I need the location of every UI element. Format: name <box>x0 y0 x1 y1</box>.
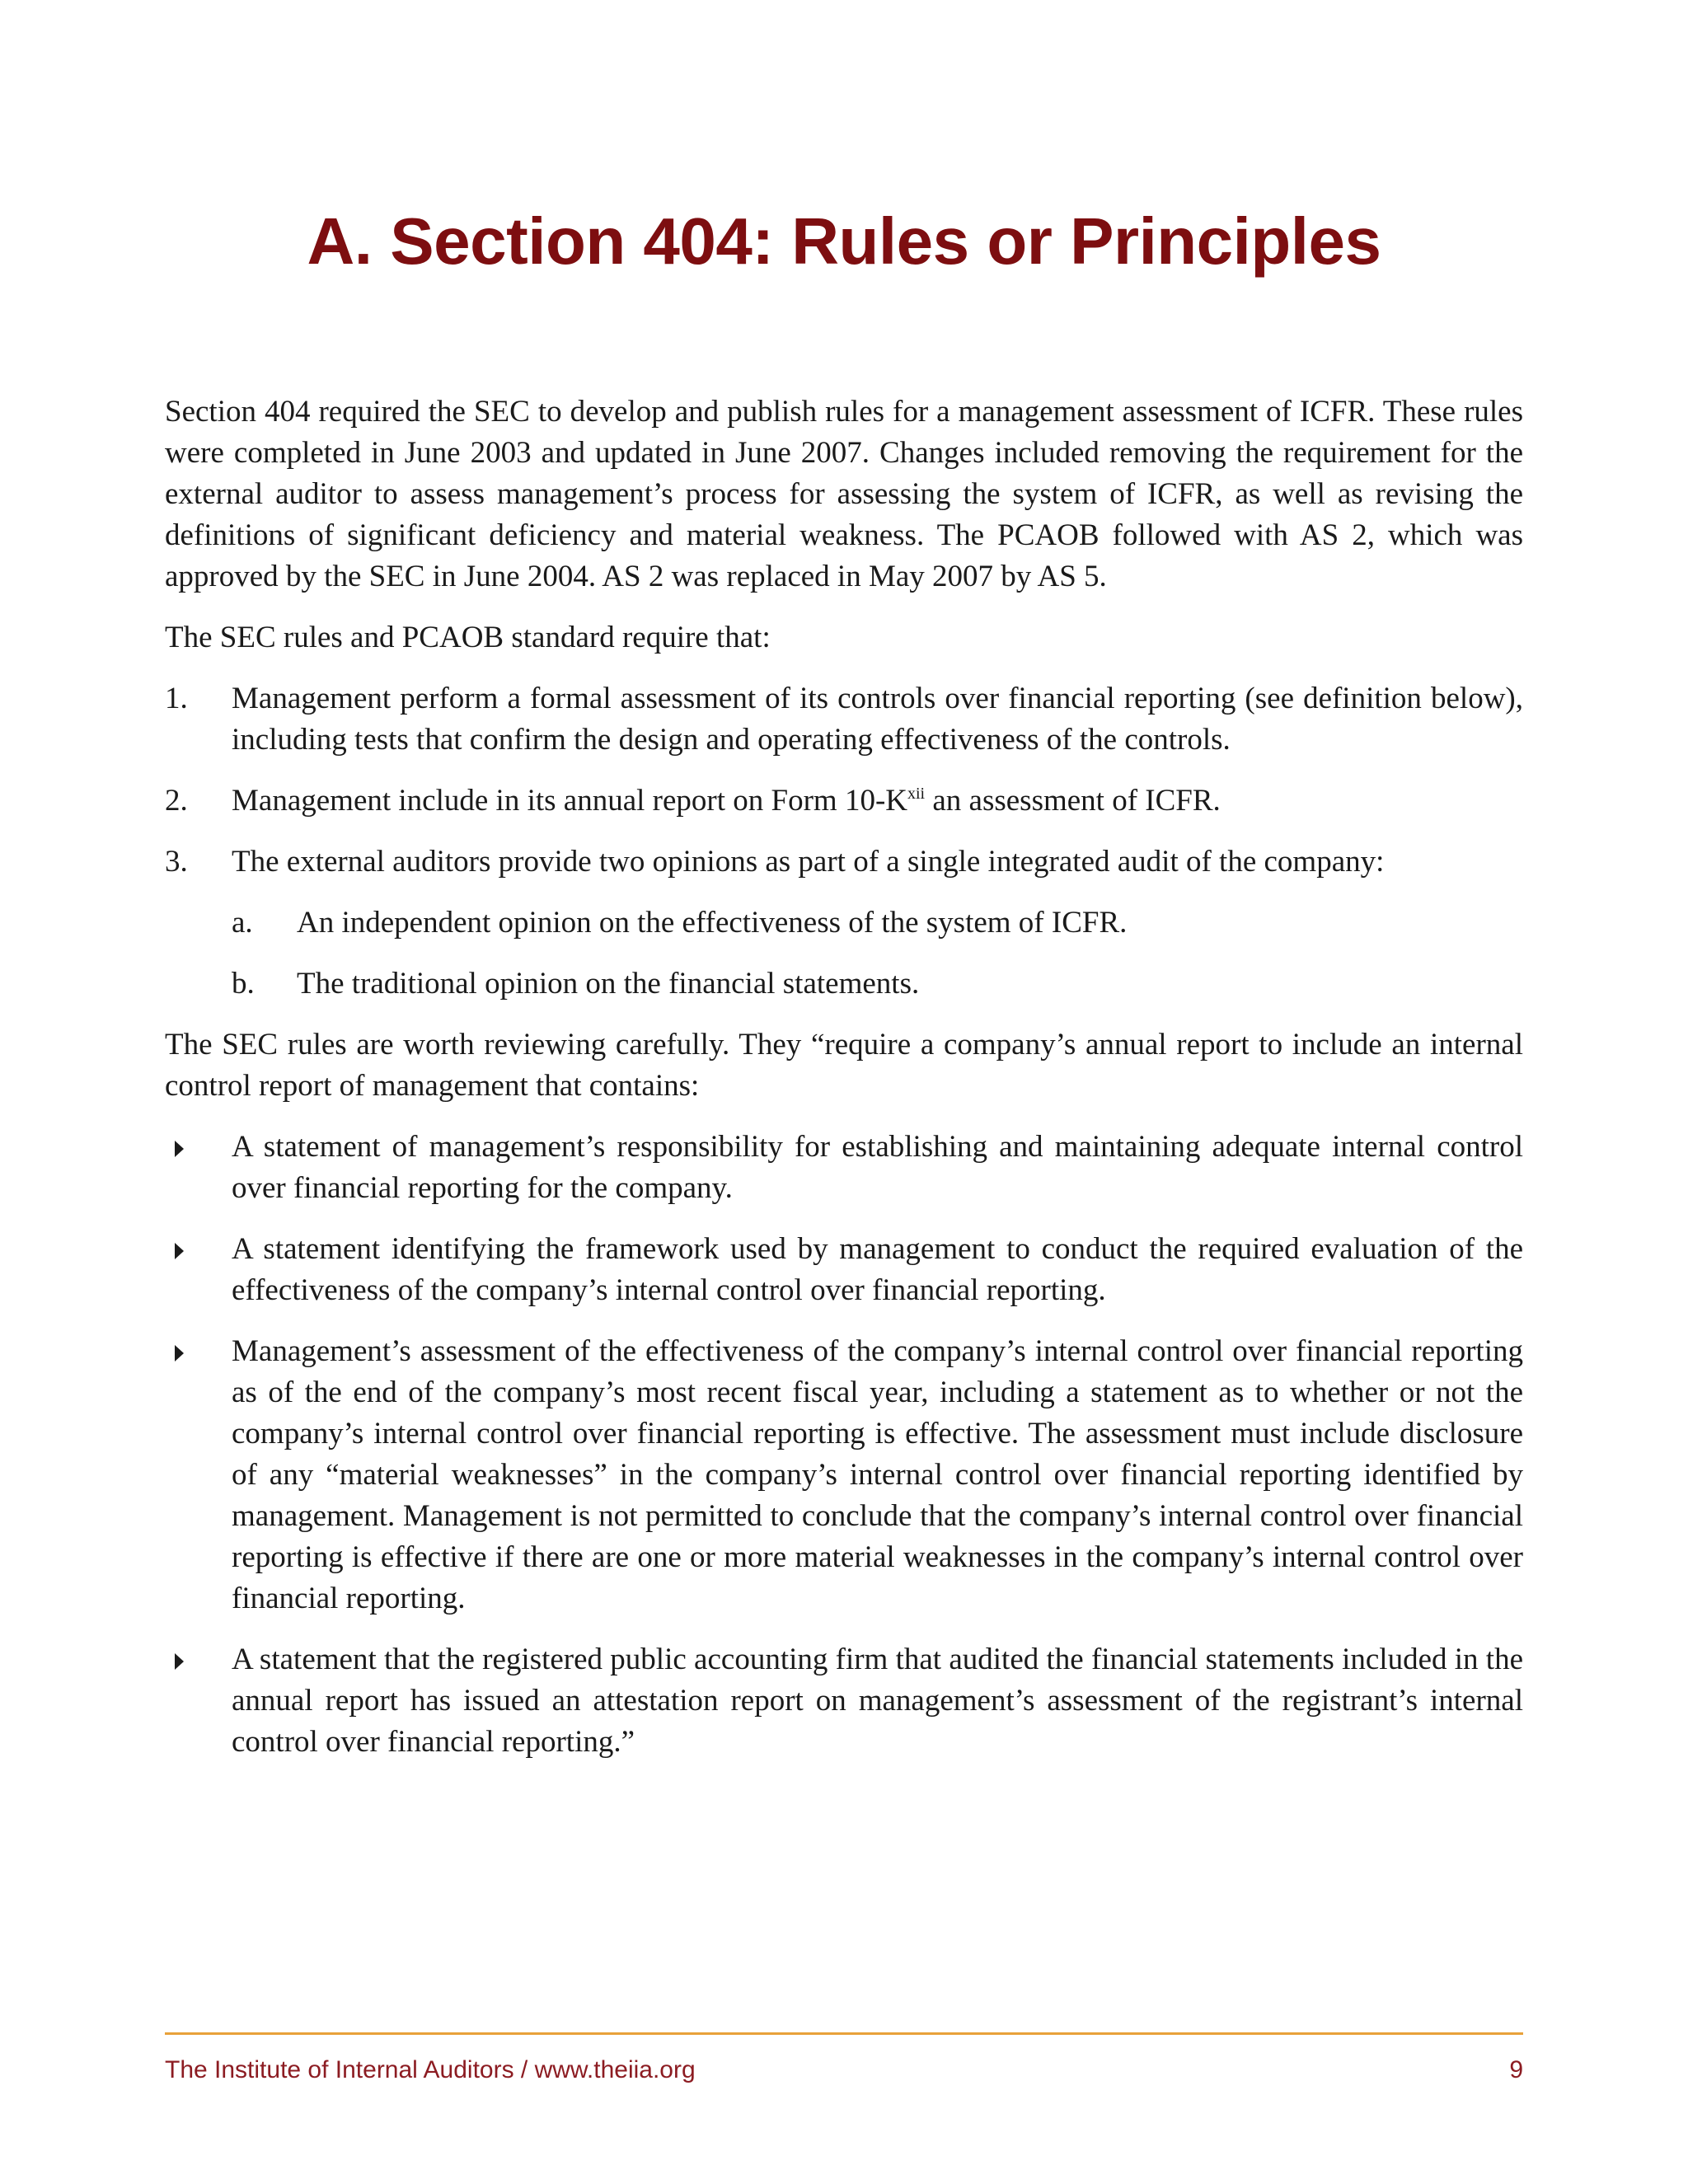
bullet-text: A statement identifying the framework used by management to conduct the required evaluation of the effectiveness of the company’s internal control over financial reporting. <box>232 1232 1523 1307</box>
numbered-item-1 <box>165 678 1523 761</box>
sub-item-a <box>165 902 1523 944</box>
sub-item-b <box>165 963 1523 1005</box>
bullet-text: Management’s assessment of the effectiveness of the company’s internal control over financial reporting as of the end of the company’s most recent fiscal year, including a statement as to whether or not the company’s internal control over financial reporting is effective. The assessment must include disclosure of any “material weaknesses” in the company’s internal control over financial reporting identified by management. Management is not permitted to conclude that the company’s internal control over financial reporting is effective if there are one or more material weaknesses in the company’s internal control over financial reporting. <box>232 1334 1523 1615</box>
page-title: A. Section 404: Rules or Principles <box>307 204 1381 278</box>
bullet-text: A statement of management’s responsibility for establishing and maintaining adequate internal control over financial reporting for the company. <box>232 1130 1523 1205</box>
triangle-bullet-icon <box>175 1345 184 1361</box>
intro-paragraph: Section 404 required the SEC to develop and publish rules for a management assessment of ICFR. These rules were completed in June 2003 and updated in June 2007. Changes included removing the requirement for the external auditor to assess management’s process for assessing the system of ICFR, as well as revising the definitions of significant deficiency and material weakness. The PCAOB followed with AS 2, which was approved by the SEC in June 2004. AS 2 was replaced in May 2007 by AS 5. <box>165 395 1523 593</box>
bullet-item <box>165 1229 1523 1311</box>
triangle-bullet-icon <box>175 1243 184 1259</box>
bullet-item <box>165 1331 1523 1619</box>
numbered-item-text: Management include in its annual report on Form 10-K <box>232 784 907 818</box>
numbered-item-2 <box>165 780 1523 822</box>
page-number: 9 <box>1509 2056 1523 2083</box>
bullet-item <box>165 1127 1523 1209</box>
numbered-marker: 1. <box>165 682 188 715</box>
numbered-item-3 <box>165 841 1523 883</box>
bullet-item <box>165 1639 1523 1763</box>
sub-item-text: An independent opinion on the effectiveness of the system of ICFR. <box>297 906 1128 940</box>
numbered-marker: 2. <box>165 784 188 818</box>
sub-item-text: The traditional opinion on the financial statements. <box>297 967 920 1001</box>
triangle-bullet-icon <box>175 1653 184 1670</box>
triangle-bullet-icon <box>175 1141 184 1157</box>
numbered-marker: 3. <box>165 845 188 879</box>
body-content <box>165 391 1523 1783</box>
requirements-lead: The SEC rules and PCAOB standard require that: <box>165 621 771 654</box>
footer-divider <box>165 2032 1523 2035</box>
sub-item-marker: a. <box>232 906 253 940</box>
rules-lead: The SEC rules are worth reviewing carefully. They “require a company’s annual report to include an internal control report of management that contains: <box>165 1028 1523 1103</box>
numbered-item-text-tail: an assessment of ICFR. <box>925 784 1221 818</box>
numbered-item-text: The external auditors provide two opinions as part of a single integrated audit of the company: <box>232 845 1385 879</box>
bullet-text: A statement that the registered public accounting firm that audited the financial statements included in the annual report has issued an attestation report on management’s assessment of the registrant’s internal control over financial reporting.” <box>232 1643 1523 1759</box>
footer-org: The Institute of Internal Auditors / www.theiia.org <box>165 2056 696 2083</box>
sub-item-marker: b. <box>232 967 255 1001</box>
numbered-item-text: Management perform a formal assessment of its controls over financial reporting (see definition below), including tests that confirm the design and operating effectiveness of the controls. <box>232 682 1523 757</box>
footnote-reference: xii <box>907 785 926 803</box>
